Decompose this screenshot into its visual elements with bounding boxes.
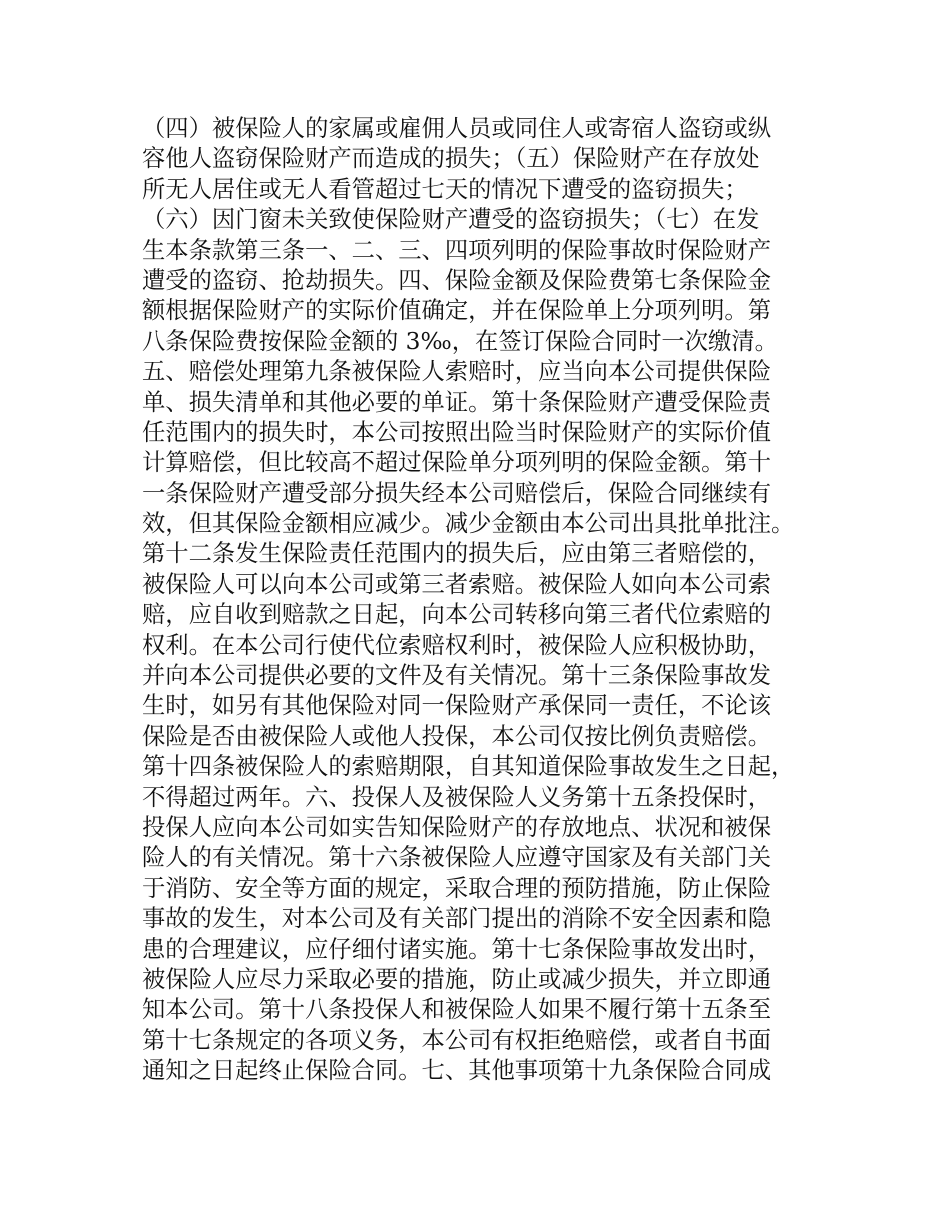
text-line: 保险是否由被保险人或他人投保，本公司仅按比例负责赔偿。	[142, 722, 772, 750]
text-line: （四）被保险人的家属或雇佣人员或同住人或寄宿人盗窃或纵	[142, 115, 772, 142]
text-line: 生时，如另有其他保险对同一保险财产承保同一责任，不论该	[142, 692, 772, 720]
text-line: 险人的有关情况。第十六条被保险人应遵守国家及有关部门关	[142, 844, 772, 872]
text-line: 不得超过两年。六、投保人及被保险人义务第十五条投保时，	[142, 783, 772, 811]
text-line: 投保人应向本公司如实告知保险财产的存放地点、状况和被保	[142, 813, 772, 841]
text-line: 被保险人应尽力采取必要的措施，防止或减少损失，并立即通	[142, 965, 772, 993]
text-line: 任范围内的损失时，本公司按照出险当时保险财产的实际价值	[142, 418, 772, 446]
text-line: 一条保险财产遭受部分损失经本公司赔偿后，保险合同继续有	[142, 479, 772, 507]
text-line: 知本公司。第十八条投保人和被保险人如果不履行第十五条至	[142, 996, 772, 1024]
text-line: 额根据保险财产的实际价值确定，并在保险单上分项列明。第	[142, 297, 772, 325]
text-line: 权利。在本公司行使代位索赔权利时，被保险人应积极协助，	[142, 631, 772, 659]
text-line: 赔，应自收到赔款之日起，向本公司转移向第三者代位索赔的	[142, 601, 772, 629]
text-line: 并向本公司提供必要的文件及有关情况。第十三条保险事故发	[142, 662, 772, 690]
text-line: 八条保险费按保险金额的 3‰，在签订保险合同时一次缴清。	[142, 327, 778, 355]
text-line: 通知之日起终止保险合同。七、其他事项第十九条保险合同成	[142, 1057, 772, 1085]
text-line: 五、赔偿处理第九条被保险人索赔时，应当向本公司提供保险	[142, 358, 772, 386]
text-line: 效，但其保险金额相应减少。减少金额由本公司出具批单批注。	[142, 510, 795, 538]
text-line: 所无人居住或无人看管超过七天的情况下遭受的盗窃损失；	[142, 175, 748, 203]
text-line: 被保险人可以向本公司或第三者索赔。被保险人如向本公司索	[142, 570, 772, 598]
text-line: （六）因门窗未关致使保险财产遭受的盗窃损失；（七）在发	[142, 206, 760, 234]
text-line: 容他人盗窃保险财产而造成的损失；（五）保险财产在存放处	[142, 145, 760, 173]
text-line: 遭受的盗窃、抢劫损失。四、保险金额及保险费第七条保险金	[142, 266, 772, 294]
text-line: 生本条款第三条一、二、三、四项列明的保险事故时保险财产	[142, 236, 772, 264]
insurance-clause-text	[142, 114, 832, 1087]
text-line: 患的合理建议，应仔细付诸实施。第十七条保险事故发出时，	[142, 935, 772, 963]
text-line: 第十四条被保险人的索赔期限，自其知道保险事故发生之日起，	[142, 753, 795, 781]
text-line: 第十七条规定的各项义务，本公司有权拒绝赔偿，或者自书面	[142, 1026, 772, 1054]
text-line: 事故的发生，对本公司及有关部门提出的消除不安全因素和隐	[142, 905, 772, 933]
text-line: 于消防、安全等方面的规定，采取合理的预防措施，防止保险	[142, 874, 772, 902]
text-line: 第十二条发生保险责任范围内的损失后，应由第三者赔偿的，	[142, 540, 772, 568]
text-line: 计算赔偿，但比较高不超过保险单分项列明的保险金额。第十	[142, 449, 772, 477]
text-line: 单、损失清单和其他必要的单证。第十条保险财产遭受保险责	[142, 388, 772, 416]
